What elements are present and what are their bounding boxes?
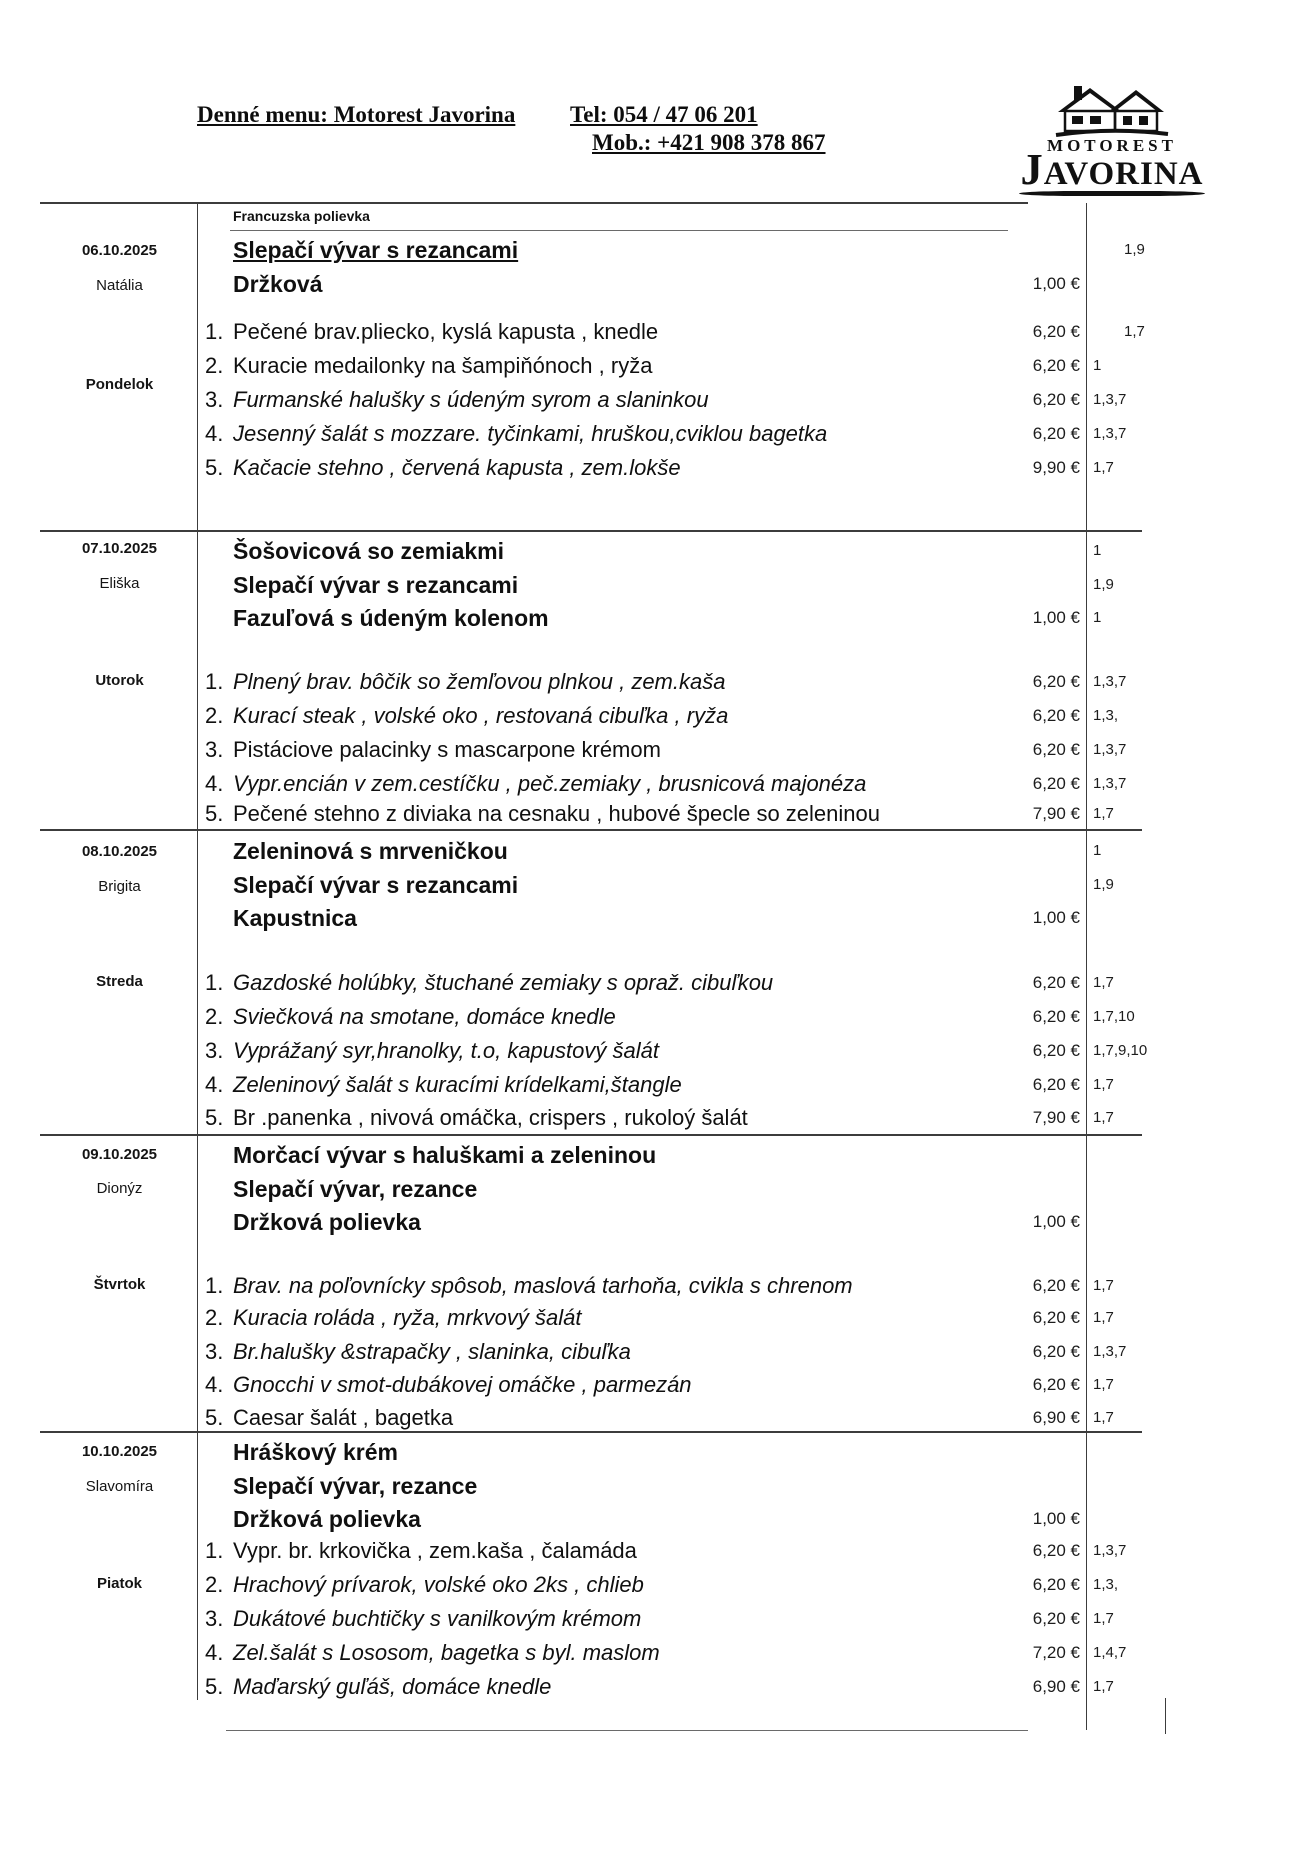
- dish-name: Držková: [233, 271, 323, 297]
- date-label: 10.10.2025: [81, 1443, 158, 1460]
- day-separator: [40, 530, 1142, 532]
- dish-name: Kuracie medailonky na šampiňónoch , ryža: [233, 353, 653, 378]
- allergens: 1,7: [1093, 1076, 1114, 1093]
- item-number: 2.: [205, 703, 224, 728]
- item-number: 1.: [205, 970, 224, 995]
- item-number: 3.: [205, 1038, 224, 1063]
- date-label: 08.10.2025: [81, 843, 158, 860]
- allergens: 1,7: [1093, 1109, 1114, 1126]
- main-row: [0, 1534, 1312, 1568]
- dish-name: Br .panenka , nivová omáčka, crispers , rukoloý šalát: [233, 1105, 748, 1130]
- dish-name: Brav. na poľovnícky spôsob, maslová tarhoňa, cvikla s chrenom: [233, 1273, 853, 1298]
- price: 6,20 €: [1032, 706, 1080, 725]
- price: 6,20 €: [1032, 973, 1080, 992]
- date-label: 06.10.2025: [81, 242, 158, 259]
- item-number: 3.: [205, 737, 224, 762]
- dish-name: Zeleninová s mrveničkou: [233, 838, 508, 864]
- price: 6,90 €: [1032, 1677, 1080, 1696]
- price: 6,20 €: [1032, 672, 1080, 691]
- price: 6,20 €: [1032, 740, 1080, 759]
- phone-tel: Tel: 054 / 47 06 201: [570, 102, 758, 127]
- dish-name: Sviečková na smotane, domáce knedle: [233, 1004, 616, 1029]
- allergens: 1,7: [1093, 1309, 1114, 1326]
- allergens: 1,4,7: [1093, 1644, 1127, 1661]
- day-label: Utorok: [95, 672, 144, 689]
- price: 1,00 €: [1032, 1509, 1080, 1528]
- main-row: [0, 966, 1312, 1000]
- phone-mob: Mob.: +421 908 378 867: [592, 130, 826, 155]
- main-row: [0, 1000, 1312, 1034]
- dish-name: Hráškový krém: [233, 1439, 398, 1465]
- allergens: 1: [1093, 542, 1102, 559]
- allergens: 1,3,7: [1093, 673, 1127, 690]
- dish-name: Držková polievka: [233, 1506, 421, 1532]
- dish-name: Br.halušky &strapačky , slaninka, cibuľka: [233, 1339, 631, 1364]
- price: 7,90 €: [1032, 804, 1080, 823]
- allergens: 1: [1093, 357, 1102, 374]
- main-row: [0, 1602, 1312, 1636]
- day-label: Štvrtok: [93, 1276, 146, 1293]
- dish-name: Vypr. br. krkovička , zem.kaša , čalamáda: [233, 1538, 637, 1563]
- soup-row: [0, 267, 1312, 301]
- item-number: 2.: [205, 1305, 224, 1330]
- price: 6,20 €: [1032, 1575, 1080, 1594]
- name-label: Slavomíra: [85, 1478, 154, 1495]
- soup-row: [0, 1502, 1312, 1536]
- allergens: 1,3,7: [1093, 1343, 1127, 1360]
- dish-name: Slepačí vývar, rezance: [233, 1473, 478, 1499]
- house-icon: [1052, 80, 1172, 138]
- table-bottom-line: [226, 1730, 1028, 1731]
- soup-row: [0, 868, 1312, 902]
- item-number: 1.: [205, 1273, 224, 1298]
- main-row: [0, 451, 1312, 485]
- price: 6,20 €: [1032, 1342, 1080, 1361]
- logo-javorina: JAVORINA: [1020, 144, 1204, 194]
- dish-name: Vyprážaný syr,hranolky, t.o, kapustový šalát: [233, 1038, 659, 1063]
- dish-name: Držková polievka: [233, 1209, 421, 1235]
- price: 6,20 €: [1032, 390, 1080, 409]
- soup-row: [0, 601, 1312, 635]
- main-row: [0, 1269, 1312, 1303]
- dish-name: Gnocchi v smot-dubákovej omáčke , parmezán: [233, 1372, 692, 1397]
- soup-row: [0, 1435, 1312, 1469]
- item-number: 4.: [205, 421, 224, 446]
- dish-name: Gazdoské holúbky, štuchané zemiaky s opraž. cibuľkou: [233, 970, 774, 995]
- item-number: 4.: [205, 1072, 224, 1097]
- price: 7,20 €: [1032, 1643, 1080, 1662]
- main-row: [0, 665, 1312, 699]
- price: 6,20 €: [1032, 1041, 1080, 1060]
- dish-name: Kurací steak , volské oko , restovaná cibuľka , ryža: [233, 703, 729, 728]
- item-number: 3.: [205, 387, 224, 412]
- main-row: [0, 1636, 1312, 1670]
- dish-name: Slepačí vývar s rezancami: [233, 572, 519, 598]
- allergens: 1,7,10: [1093, 1008, 1135, 1025]
- main-row: [0, 1568, 1312, 1602]
- main-row: [0, 1301, 1312, 1335]
- soup-row: [0, 1172, 1312, 1206]
- date-label: 07.10.2025: [81, 540, 158, 557]
- name-label: Dionýz: [96, 1180, 143, 1197]
- main-row: [0, 383, 1312, 417]
- dish-name: Caesar šalát , bagetka: [233, 1405, 454, 1430]
- item-number: 5.: [205, 1105, 224, 1130]
- dish-name: Dukátové buchtičky s vanilkovým krémom: [233, 1606, 642, 1631]
- soup-row: [0, 1138, 1312, 1172]
- price: 1,00 €: [1032, 1212, 1080, 1231]
- dish-name: Hrachový prívarok, volské oko 2ks , chlieb: [233, 1572, 644, 1597]
- main-row: [0, 1068, 1312, 1102]
- allergens: 1,3,7: [1093, 425, 1127, 442]
- item-number: 4.: [205, 1640, 224, 1665]
- item-number: 5.: [205, 1405, 224, 1430]
- item-number: 5.: [205, 801, 224, 826]
- allergens: 1: [1093, 609, 1102, 626]
- price: 6,20 €: [1032, 1375, 1080, 1394]
- allergens: 1,7: [1093, 974, 1114, 991]
- logo: [1008, 80, 1216, 192]
- dish-name: Pečené brav.pliecko, kyslá kapusta , knedle: [233, 319, 659, 344]
- main-row: [0, 1368, 1312, 1402]
- allergens: 1,3,7: [1093, 775, 1127, 792]
- dish-name: Pistáciove palacinky s mascarpone krémom: [233, 737, 661, 762]
- main-row: [0, 699, 1312, 733]
- price: 6,20 €: [1032, 356, 1080, 375]
- soup-row: [0, 534, 1312, 568]
- main-row: [0, 1034, 1312, 1068]
- price: 1,00 €: [1032, 908, 1080, 927]
- dish-name: Kačacie stehno , červená kapusta , zem.lokše: [233, 455, 681, 480]
- item-number: 1.: [205, 669, 224, 694]
- soup-row: [0, 901, 1312, 935]
- soup-row: [0, 568, 1312, 602]
- dish-name: Francuzska polievka: [233, 208, 370, 224]
- price: 6,20 €: [1032, 1308, 1080, 1327]
- price: 6,20 €: [1032, 424, 1080, 443]
- price: 6,20 €: [1032, 1007, 1080, 1026]
- item-number: 5.: [205, 1674, 224, 1699]
- main-row: [0, 417, 1312, 451]
- page-title: Denné menu: Motorest Javorina: [197, 102, 516, 127]
- item-number: 1.: [205, 319, 224, 344]
- item-number: 3.: [205, 1606, 224, 1631]
- price: 1,00 €: [1032, 608, 1080, 627]
- allergens: 1,3,7: [1093, 391, 1127, 408]
- price: 6,20 €: [1032, 1075, 1080, 1094]
- price: 6,90 €: [1032, 1408, 1080, 1427]
- main-row: [0, 1401, 1312, 1435]
- item-number: 2.: [205, 1004, 224, 1029]
- soup-row: [0, 203, 1312, 237]
- dish-name: Maďarský guľáš, domáce knedle: [233, 1674, 552, 1699]
- dish-name: Šošovicová so zemiakmi: [233, 538, 505, 564]
- day-label: Pondelok: [85, 376, 154, 393]
- item-number: 5.: [205, 455, 224, 480]
- soup-row: [0, 834, 1312, 868]
- allergens: 1,3,7: [1093, 741, 1127, 758]
- dish-name: Pečené stehno z diviaka na cesnaku , hubové špecle so zeleninou: [233, 801, 880, 826]
- price: 6,20 €: [1032, 322, 1080, 341]
- allergens: 1,7: [1093, 1610, 1114, 1627]
- item-number: 3.: [205, 1339, 224, 1364]
- soup-row: [0, 1469, 1312, 1503]
- price: 9,90 €: [1032, 458, 1080, 477]
- dish-name: Slepačí vývar s rezancami: [233, 237, 519, 263]
- price: 1,00 €: [1032, 274, 1080, 293]
- name-label: Natália: [96, 277, 143, 294]
- item-number: 2.: [205, 353, 224, 378]
- price: 6,20 €: [1032, 774, 1080, 793]
- allergens: 1,3,: [1093, 1576, 1119, 1593]
- date-label: 09.10.2025: [81, 1146, 158, 1163]
- main-row: [0, 733, 1312, 767]
- allergens: 1,7: [1093, 1409, 1114, 1426]
- soup-row: [0, 233, 1312, 267]
- dish-name: Jesenný šalát s mozzare. tyčinkami, hruškou,cviklou bagetka: [233, 421, 828, 446]
- allergens: 1,9: [1093, 876, 1114, 893]
- item-number: 4.: [205, 771, 224, 796]
- price: 7,90 €: [1032, 1108, 1080, 1127]
- dish-name: Plnený brav. bôčik so žemľovou plnkou , zem.kaša: [233, 669, 726, 694]
- allergens: 1,3,7: [1093, 1542, 1127, 1559]
- logo-motorest: MOTOREST: [1047, 136, 1177, 155]
- dish-name: Vypr.encián v zem.cestíčku , peč.zemiaky , brusnicová majonéza: [233, 771, 867, 796]
- day-label: Piatok: [96, 1575, 142, 1592]
- main-row: [0, 1101, 1312, 1135]
- main-row: [0, 797, 1312, 831]
- name-label: Eliška: [99, 575, 140, 592]
- allergens: 1,7: [1093, 1376, 1114, 1393]
- allergens: 1,7: [1093, 459, 1114, 476]
- main-row: [0, 1670, 1312, 1704]
- dish-name: Slepačí vývar, rezance: [233, 1176, 478, 1202]
- main-row: [0, 1335, 1312, 1369]
- name-label: Brigita: [98, 878, 141, 895]
- dish-name: Kapustnica: [233, 905, 357, 931]
- dish-name: Fazuľová s údeným kolenom: [233, 605, 549, 631]
- price: 6,20 €: [1032, 1541, 1080, 1560]
- allergens: 1,7: [1124, 323, 1145, 340]
- allergens: 1,3,: [1093, 707, 1119, 724]
- main-row: [0, 315, 1312, 349]
- soup-row: [0, 1205, 1312, 1239]
- allergens: 1,7: [1093, 805, 1114, 822]
- dish-name: Slepačí vývar s rezancami: [233, 872, 519, 898]
- dish-name: Morčací vývar s haluškami a zeleninou: [233, 1142, 657, 1168]
- item-number: 1.: [205, 1538, 224, 1563]
- main-row: [0, 767, 1312, 801]
- item-number: 2.: [205, 1572, 224, 1597]
- main-row: [0, 349, 1312, 383]
- allergens: 1,9: [1093, 576, 1114, 593]
- allergens: 1,9: [1124, 241, 1145, 258]
- item-number: 4.: [205, 1372, 224, 1397]
- allergens: 1,7: [1093, 1678, 1114, 1695]
- dish-name: Zeleninový šalát s kuracími krídelkami,štangle: [233, 1072, 682, 1097]
- price: 6,20 €: [1032, 1609, 1080, 1628]
- dish-name: Furmanské halušky s údeným syrom a slaninkou: [233, 387, 709, 412]
- allergens: 1,7,9,10: [1093, 1042, 1148, 1059]
- dish-name: Zel.šalát s Lososom, bagetka s byl. maslom: [233, 1640, 660, 1665]
- allergens: 1,7: [1093, 1277, 1114, 1294]
- price: 6,20 €: [1032, 1276, 1080, 1295]
- dish-name: Kuracia roláda , ryža, mrkvový šalát: [233, 1305, 582, 1330]
- allergens: 1: [1093, 842, 1102, 859]
- day-label: Streda: [96, 973, 143, 990]
